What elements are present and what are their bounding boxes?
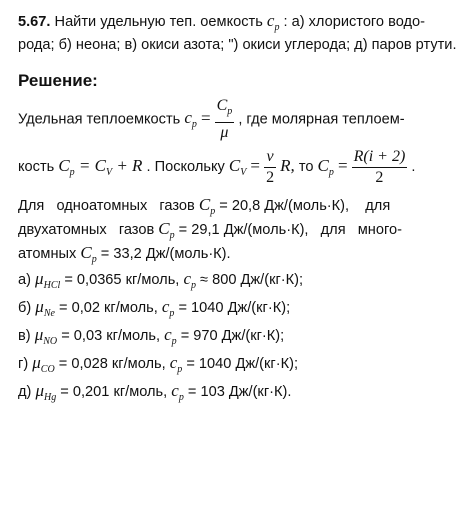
mu-ne: $\mu_{Ne}$ [35,297,55,319]
cp-var: $c_p$ [161,297,175,319]
mu-hg: $\mu_{Hg}$ [35,381,57,403]
equals-sign: = [250,156,260,175]
answer-label: в) [18,328,31,344]
formula-cp: $C_p$ [158,219,175,241]
equals-sign: = [337,156,348,175]
solution-line-2 [18,144,415,188]
solution-text: Удельная теплоемкость [18,111,181,128]
solution-line-1 [18,96,405,140]
equals-sign: = [200,108,211,128]
cp-var: $c_p$ [183,269,196,291]
heat-capacity: ≈ 800 Дж/(кг·К); [200,272,304,288]
solution-line-3 [18,196,390,221]
solution-text: атомных [18,246,77,262]
period: . [411,159,416,175]
molar-mass: = 0,0365 кг/моль, [64,272,180,288]
value-diatomic: = 29,1 Дж/(моль·К), [178,222,309,238]
answer-d [18,354,298,379]
heat-capacity: = 970 Дж/(кг·К); [180,328,285,344]
problem-var: $c_p$ [266,11,280,33]
formula-cp: $C_p$ [80,243,97,265]
problem-line-1 [18,12,425,37]
solution-text: . Поскольку [146,159,225,175]
problem-number: 5.67. [18,14,51,30]
solution-text: для [365,198,391,214]
solution-heading: Решение: [18,71,98,90]
problem-text-2: рода; б) неона; в) окиси азота; ") окиси углерода; д) паров ртути. [18,37,457,53]
answer-a [18,270,303,295]
mu-no: $\mu_{NO}$ [34,325,58,347]
molar-mass: = 0,02 кг/моль, [59,300,158,316]
heat-capacity: = 1040 Дж/(кг·К); [178,300,291,316]
value-monoatomic: = 20,8 Дж/(моль·К), [219,198,350,214]
solution-text: двухатомных газов [18,222,155,238]
molar-mass: = 0,03 кг/моль, [61,328,161,344]
fraction-cp-mu: $\frac{C_p}{\mu}$ [216,97,233,141]
molar-mass: = 0,201 кг/моль, [60,384,168,400]
cp-var: $c_p$ [171,381,184,403]
solution-text: то [298,159,314,175]
problem-line-2 [18,36,457,54]
problem-text-1-rest: : а) хлористого водо- [283,14,425,30]
answer-label: б) [18,300,32,316]
formula-cp: $c_p$ [184,108,197,131]
formula-cv: $C_V$ [228,156,247,178]
cp-var: $c_p$ [164,325,177,347]
formula-r: R, [280,156,295,175]
mu-hcl: $\mu_{HCl}$ [35,269,61,291]
molar-mass: = 0,028 кг/моль, [58,356,166,372]
cp-var: $c_p$ [169,353,183,375]
solution-line-4 [18,220,402,245]
solution-text: кость [18,159,55,175]
formula-cp-cv: $C_p = C_V + R$ [58,156,143,178]
answer-b [18,298,290,323]
fraction-nu-2: $\frac{\nu}{2}$ [266,147,275,186]
value-polyatomic: = 33,2 Дж/(моль·К). [100,246,231,262]
mu-co: $\mu_{CO}$ [32,353,55,375]
formula-cp: $C_p$ [198,195,216,217]
problem-text-1: Найти удельную теп. оемкость [54,14,263,30]
solution-text: , где молярная теплоем- [238,111,405,128]
solution-text: для много- [320,222,402,238]
answer-label: а) [18,272,31,288]
answer-e [18,382,291,407]
solution-line-5 [18,244,231,269]
solution-text: Для одноатомных газов [18,198,195,214]
fraction-ri2-2: $\frac{R(i + 2)}{2}$ [353,147,406,186]
formula-cp-2: $C_p$ [317,156,334,178]
answer-c [18,326,284,351]
heat-capacity: = 1040 Дж/(кг·К); [186,356,299,372]
answer-label: д) [18,384,32,400]
heat-capacity: = 103 Дж/(кг·К). [187,384,292,400]
answer-label: г) [18,356,29,372]
